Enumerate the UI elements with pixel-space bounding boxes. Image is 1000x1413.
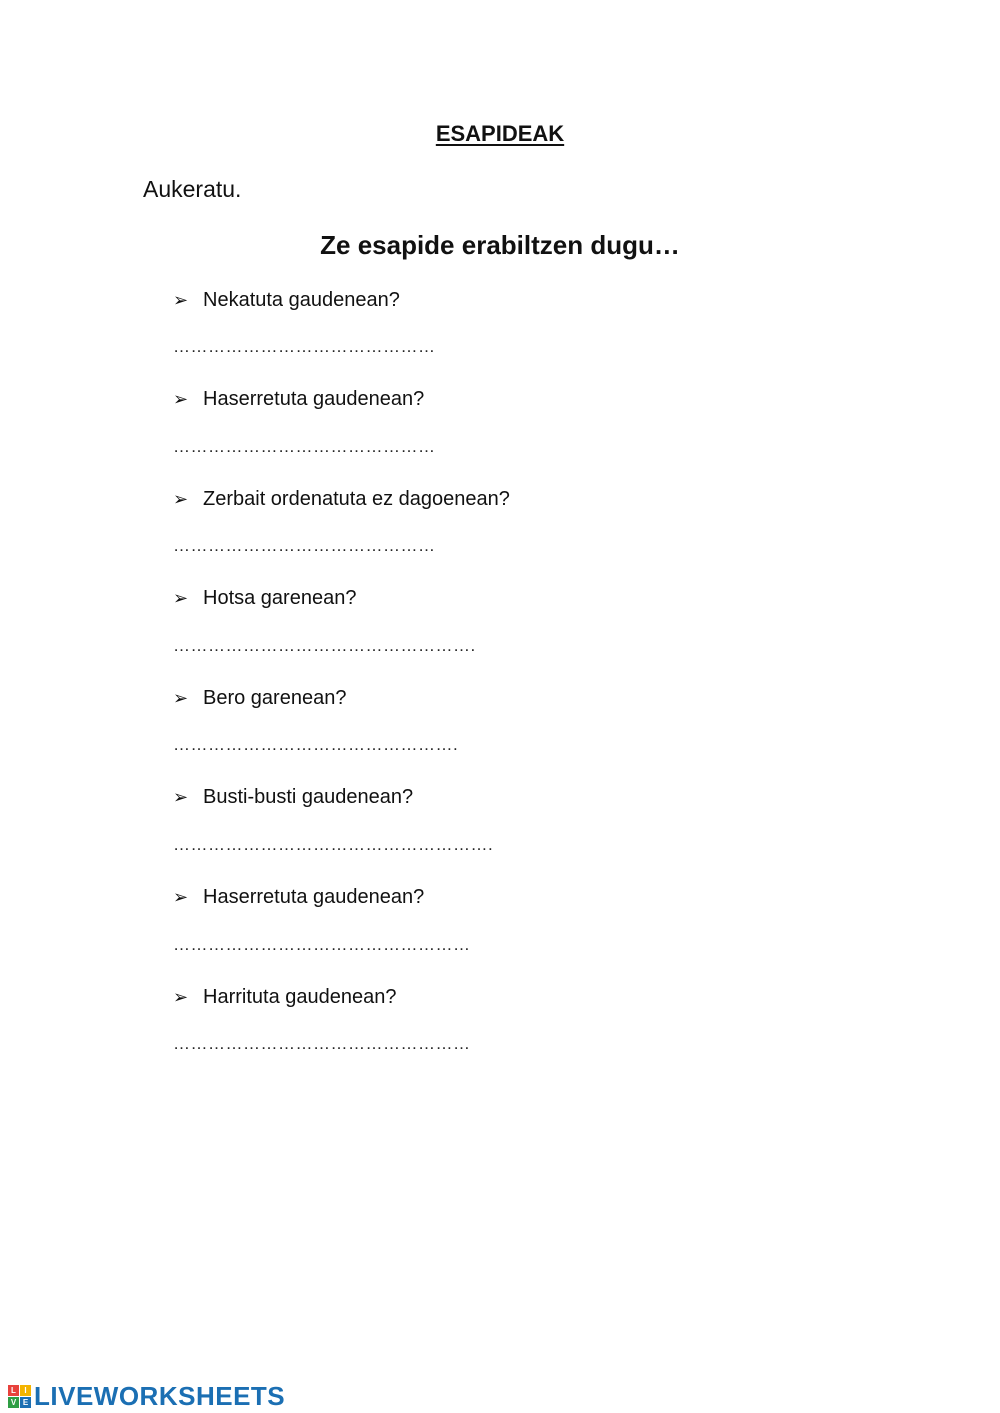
logo-letter: L <box>8 1385 19 1396</box>
list-item <box>173 783 873 883</box>
question-text: Nekatuta gaudenean? <box>203 288 400 311</box>
question-list <box>173 285 873 1082</box>
question-text: Hotsa garenean? <box>203 587 357 610</box>
page-title: ESAPIDEAK <box>435 121 565 146</box>
logo-letter: E <box>20 1397 31 1408</box>
logo-mark-icon <box>8 1385 31 1408</box>
instruction-text: Aukeratu. <box>143 176 242 202</box>
logo-letter: I <box>20 1385 31 1396</box>
arrow-bullet-icon: ➢ <box>173 986 189 1007</box>
question <box>173 783 413 813</box>
arrow-bullet-icon: ➢ <box>173 787 189 808</box>
question-text: Haserretuta gaudenean? <box>203 886 425 909</box>
question <box>173 883 424 913</box>
answer-line[interactable]: …………………………………………. <box>173 735 459 755</box>
arrow-bullet-icon: ➢ <box>173 488 189 509</box>
question-text: Bero garenean? <box>203 686 347 709</box>
answer-line[interactable]: ……………………………………………. <box>173 635 476 655</box>
question <box>173 285 400 315</box>
arrow-bullet-icon: ➢ <box>173 289 189 310</box>
list-item <box>173 683 873 783</box>
liveworksheets-logo <box>8 1381 285 1412</box>
question <box>173 385 424 415</box>
answer-line[interactable]: ……………………………………… <box>173 436 436 456</box>
list-item <box>173 584 873 684</box>
question-text: Zerbait ordenatuta ez dagoenean? <box>203 487 510 510</box>
arrow-bullet-icon: ➢ <box>173 389 189 410</box>
arrow-bullet-icon: ➢ <box>173 588 189 609</box>
list-item <box>173 285 873 385</box>
arrow-bullet-icon: ➢ <box>173 887 189 908</box>
arrow-bullet-icon: ➢ <box>173 687 189 708</box>
logo-letter: V <box>8 1397 19 1408</box>
answer-line[interactable]: ……………………………………… <box>173 536 436 556</box>
list-item <box>173 484 873 584</box>
list-item <box>173 385 873 485</box>
question-heading: Ze esapide erabiltzen dugu… <box>320 230 680 260</box>
question <box>173 982 396 1012</box>
logo-text: LIVEWORKSHEETS <box>34 1381 286 1411</box>
question <box>173 484 510 514</box>
answer-line[interactable]: …………………………………………… <box>173 1034 471 1054</box>
answer-line[interactable]: ……………………………………… <box>173 337 436 356</box>
list-item <box>173 883 873 983</box>
question <box>173 584 356 614</box>
answer-line[interactable]: ………………………………………………. <box>173 834 494 854</box>
list-item <box>173 982 873 1082</box>
answer-line[interactable]: …………………………………………… <box>173 934 471 954</box>
question-text: Haserretuta gaudenean? <box>203 388 425 411</box>
question <box>173 683 346 713</box>
question-text: Busti-busti gaudenean? <box>203 786 414 809</box>
question-text: Harrituta gaudenean? <box>203 985 397 1008</box>
